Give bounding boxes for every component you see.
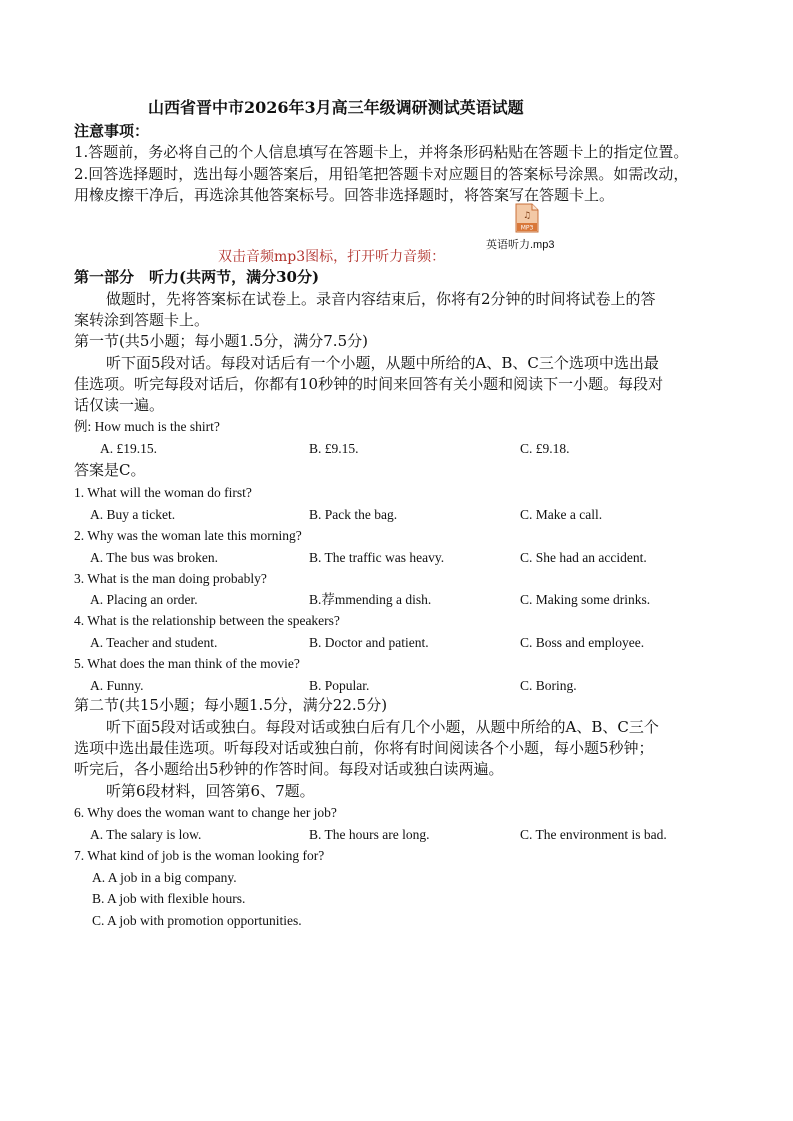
question-7: 7. What kind of job is the woman looking for?	[74, 848, 325, 863]
question-1-option-c: C. Make a call.	[520, 507, 603, 522]
question-6-option-c: C. The environment is bad.	[520, 827, 667, 842]
section-1-instruction-end: 话仅读一遍。	[74, 396, 165, 414]
mp3-badge: MP3	[520, 224, 534, 232]
question-2-option-a: A. The bus was broken.	[90, 550, 218, 565]
section-1-instruction-cont: 佳选项。听完每段对话后，你都有10秒钟的时间来回答有关小题和阅读下一小题。每段对	[74, 375, 664, 393]
material-6-heading: 听第6段材料，回答第6、7题。	[106, 782, 315, 800]
section-1-heading: 第一节(共5小题；每小题1.5分，满分7.5分)	[74, 332, 368, 350]
question-1-option-b: B. Pack the bag.	[309, 507, 398, 522]
audio-hint: 双击音频mp3图标，打开听力音频：	[218, 249, 446, 265]
part-1-instruction-cont: 案转涂到答题卡上。	[74, 311, 210, 329]
question-4: 4. What is the relationship between the speakers?	[74, 613, 340, 628]
question-2-option-b: B. The traffic was heavy.	[309, 550, 445, 565]
question-4-option-b: B. Doctor and patient.	[309, 635, 429, 650]
mp3-file-icon[interactable]	[515, 203, 539, 233]
question-7-option-b: B. A job with flexible hours.	[92, 891, 246, 906]
question-7-option-c: C. A job with promotion opportunities.	[92, 913, 302, 928]
question-4-option-a: A. Teacher and student.	[90, 635, 218, 650]
notice-item-2-cont: 用橡皮擦干净后，再选涂其他答案标号。回答非选择题时，将答案写在答题卡上。	[74, 186, 615, 204]
section-2-instruction: 听下面5段对话或独白。每段对话或独白后有几个小题，从题中所给的A、B、C三个	[106, 718, 659, 736]
example-question: 例: How much is the shirt?	[74, 419, 220, 434]
question-5-option-b: B. Popular.	[309, 678, 370, 693]
part-1-instruction: 做题时，先将答案标在试卷上。录音内容结束后，你将有2分钟的时间将试卷上的答	[106, 290, 656, 308]
question-2: 2. Why was the woman late this morning?	[74, 528, 302, 543]
question-5: 5. What does the man think of the movie?	[74, 656, 300, 671]
notice-item-1: 1.答题前，务必将自己的个人信息填写在答题卡上，并将条形码粘贴在答题卡上的指定位置。	[74, 143, 689, 161]
question-1: 1. What will the woman do first?	[74, 485, 252, 500]
question-6: 6. Why does the woman want to change her job?	[74, 805, 337, 820]
section-2-instruction-end: 听完后，各小题给出5秒钟的作答时间。每段对话或独白读两遍。	[74, 760, 504, 778]
question-2-option-c: C. She had an accident.	[520, 550, 647, 565]
question-1-option-a: A. Buy a ticket.	[90, 507, 176, 522]
example-answer: 答案是C。	[74, 461, 146, 479]
question-7-option-a: A. A job in a big company.	[92, 870, 237, 885]
question-3-option-c: C. Making some drinks.	[520, 592, 651, 607]
question-6-option-b: B. The hours are long.	[309, 827, 430, 842]
question-3: 3. What is the man doing probably?	[74, 571, 267, 586]
notice-heading: 注意事项：	[74, 122, 150, 140]
example-option-b: B. £9.15.	[309, 441, 359, 456]
mp3-attachment[interactable]	[486, 203, 555, 253]
example-option-a: A. £19.15.	[100, 441, 157, 456]
section-1-instruction: 听下面5段对话。每段对话后有一个小题，从题中所给的A、B、C三个选项中选出最	[106, 354, 659, 372]
question-3-option-b: B.荐mmending a dish.	[309, 592, 432, 607]
section-2-instruction-cont: 选项中选出最佳选项。听每段对话或独白前，你将有时间阅读各个小题，每小题5秒钟；	[74, 739, 654, 757]
part-1-heading: 第一部分 听力(共两节，满分30分)	[74, 268, 320, 286]
notice-item-2: 2.回答选择题时，选出每小题答案后，用铅笔把答题卡对应题目的答案标号涂黑。如需改动，	[74, 165, 689, 183]
question-5-option-c: C. Boring.	[520, 678, 577, 693]
exam-title: 山西省晋中市2026年3月高三年级调研测试英语试题	[148, 98, 524, 117]
question-3-option-a: A. Placing an order.	[90, 592, 198, 607]
question-5-option-a: A. Funny.	[90, 678, 144, 693]
svg-text:♫: ♫	[522, 211, 532, 221]
mp3-filename[interactable]: 英语听力.mp3	[486, 239, 555, 251]
example-option-c: C. £9.18.	[520, 441, 570, 456]
section-2-heading: 第二节(共15小题；每小题1.5分，满分22.5分)	[74, 696, 388, 714]
question-6-option-a: A. The salary is low.	[90, 827, 202, 842]
question-4-option-c: C. Boss and employee.	[520, 635, 645, 650]
